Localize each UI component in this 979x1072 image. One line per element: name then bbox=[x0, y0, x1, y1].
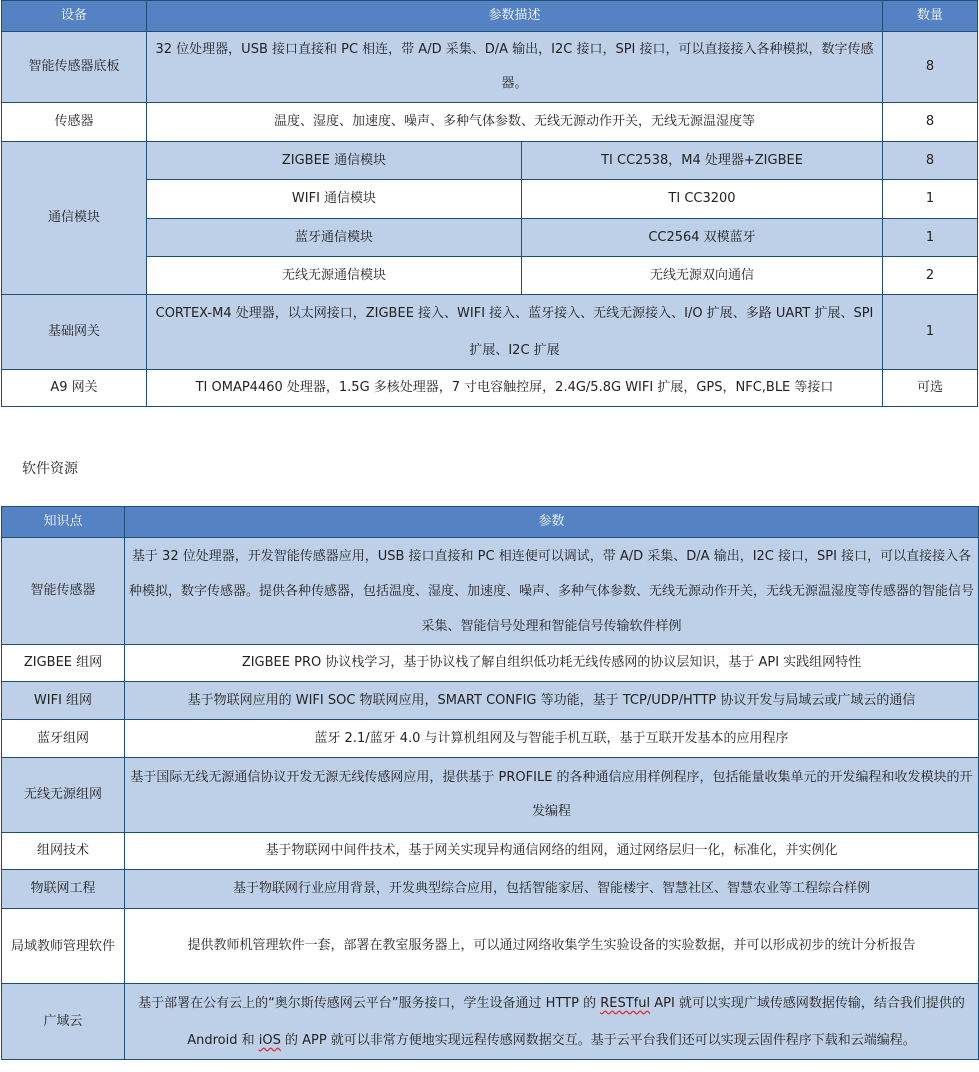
table-row bbox=[2, 370, 978, 407]
param-cell: 基于物联网中间件技术，基于网关实现异构通信网络的组网，通过网络层归一化，标准化，并实例化 bbox=[125, 833, 979, 870]
table-row bbox=[2, 682, 979, 720]
param-cell: 提供教师机管理软件一套，部署在教室服务器上，可以通过网络收集学生实验设备的实验数据，并可以形成初步的统计分析报告 bbox=[125, 909, 979, 984]
table-row bbox=[2, 295, 978, 370]
header-parameter: 参数 bbox=[125, 507, 979, 538]
description-cell: 温度、湿度、加速度、噪声、多种气体参数、无线无源动作开关，无线无源温湿度等 bbox=[147, 103, 883, 142]
table-row bbox=[2, 219, 978, 257]
param-cell: 基于物联网应用的 WIFI SOC 物联网应用，SMART CONFIG 等功能，基于 TCP/UDP/HTTP 协议开发与局域云或广域云的通信 bbox=[125, 682, 979, 720]
topic-cell: 无线无源组网 bbox=[2, 758, 125, 833]
topic-cell: 局域教师管理软件 bbox=[2, 909, 125, 984]
topic-cell: 组网技术 bbox=[2, 833, 125, 870]
module-cell: 蓝牙通信模块 bbox=[147, 219, 522, 257]
quantity-cell: 2 bbox=[883, 257, 978, 295]
table-row bbox=[2, 984, 979, 1060]
table-row bbox=[2, 645, 979, 682]
quantity-cell: 1 bbox=[883, 219, 978, 257]
spec-cell: TI CC3200 bbox=[522, 180, 883, 219]
param-cell: 基于物联网行业应用背景，开发典型综合应用，包括智能家居、智能楼宇、智慧社区、智慧农业等工程综合样例 bbox=[125, 870, 979, 909]
header-description: 参数描述 bbox=[147, 1, 883, 32]
topic-cell: 物联网工程 bbox=[2, 870, 125, 909]
param-text-part: RESTful bbox=[600, 995, 651, 1011]
topic-cell: WIFI 组网 bbox=[2, 682, 125, 720]
hardware-table bbox=[1, 0, 978, 407]
device-cell: A9 网关 bbox=[2, 370, 147, 407]
section-title-software: 软件资源 bbox=[22, 461, 78, 477]
quantity-cell: 8 bbox=[883, 103, 978, 142]
table-row bbox=[2, 758, 979, 833]
topic-cell: 广域云 bbox=[2, 984, 125, 1060]
table-row bbox=[2, 870, 979, 909]
topic-cell: 蓝牙组网 bbox=[2, 720, 125, 758]
spec-cell: CC2564 双模蓝牙 bbox=[522, 219, 883, 257]
param-text-part: iOS bbox=[258, 1032, 281, 1048]
quantity-cell: 1 bbox=[883, 180, 978, 219]
header-device: 设备 bbox=[2, 1, 147, 32]
header-knowledge-point: 知识点 bbox=[2, 507, 125, 538]
topic-cell: 智能传感器 bbox=[2, 538, 125, 645]
table-row bbox=[2, 32, 978, 103]
table-row bbox=[2, 720, 979, 758]
device-cell: 基础网关 bbox=[2, 295, 147, 370]
table-row bbox=[2, 180, 978, 219]
header-quantity: 数量 bbox=[883, 1, 978, 32]
table-row bbox=[2, 103, 978, 142]
spec-cell: TI CC2538，M4 处理器+ZIGBEE bbox=[522, 142, 883, 180]
spec-cell: 无线无源双向通信 bbox=[522, 257, 883, 295]
table-row bbox=[2, 142, 978, 180]
param-cell: 基于 32 位处理器，开发智能传感器应用，USB 接口直接和 PC 相连便可以调试，带 A/D 采集、D/A 输出，I2C 接口，SPI 接口，可以直接接入各种模拟，数字传感器。提供各种传感器，包括温度、湿度、加速度、噪声、多种气体参数、无线无源动作开关，无线无源温湿度等传感器的智能信号采集、智能信号处理和智能信号传输软件样例 bbox=[125, 538, 979, 645]
description-cell: CORTEX-M4 处理器，以太网接口，ZIGBEE 接入、WIFI 接入、蓝牙接入、无线无源接入、I/O 扩展、多路 UART 扩展、SPI 扩展、I2C 扩展 bbox=[147, 295, 883, 370]
quantity-cell: 8 bbox=[883, 32, 978, 103]
module-cell: 无线无源通信模块 bbox=[147, 257, 522, 295]
device-cell: 智能传感器底板 bbox=[2, 32, 147, 103]
param-text-part: 基于部署在公有云上的“奥尔斯传感网云平台”服务接口，学生设备通过 HTTP 的 bbox=[138, 995, 601, 1011]
param-text-part: API 就可以实现广域传感网数据传输，结合我们提供的 Android 和 bbox=[187, 995, 965, 1048]
param-cell: ZIGBEE PRO 协议栈学习，基于协议栈了解自组织低功耗无线传感网的协议层知识，基于 API 实践组网特性 bbox=[125, 645, 979, 682]
param-text-part: 的 APP 就可以非常方便地实现远程传感网数据交互。基于云平台我们还可以实现云固件程序下载和云端编程。 bbox=[280, 1032, 916, 1048]
description-cell: TI OMAP4460 处理器，1.5G 多核处理器，7 寸电容触控屏，2.4G/5.8G WIFI 扩展，GPS，NFC,BLE 等接口 bbox=[147, 370, 883, 407]
quantity-cell: 1 bbox=[883, 295, 978, 370]
description-cell: 32 位处理器，USB 接口直接和 PC 相连，带 A/D 采集、D/A 输出，I2C 接口，SPI 接口，可以直接接入各种模拟，数字传感器。 bbox=[147, 32, 883, 103]
table-row bbox=[2, 257, 978, 295]
device-cell: 传感器 bbox=[2, 103, 147, 142]
quantity-cell: 8 bbox=[883, 142, 978, 180]
param-cell: 蓝牙 2.1/蓝牙 4.0 与计算机组网及与智能手机互联，基于互联开发基本的应用程序 bbox=[125, 720, 979, 758]
table-row bbox=[2, 833, 979, 870]
module-cell: WIFI 通信模块 bbox=[147, 180, 522, 219]
device-cell: 通信模块 bbox=[2, 142, 147, 295]
table-row bbox=[2, 909, 979, 984]
software-table bbox=[1, 506, 979, 1060]
param-cell bbox=[125, 984, 979, 1060]
param-cell: 基于国际无线无源通信协议开发无源无线传感网应用，提供基于 PROFILE 的各种通信应用样例程序，包括能量收集单元的开发编程和收发模块的开发编程 bbox=[125, 758, 979, 833]
quantity-cell: 可选 bbox=[883, 370, 978, 407]
table-row bbox=[2, 538, 979, 645]
topic-cell: ZIGBEE 组网 bbox=[2, 645, 125, 682]
module-cell: ZIGBEE 通信模块 bbox=[147, 142, 522, 180]
